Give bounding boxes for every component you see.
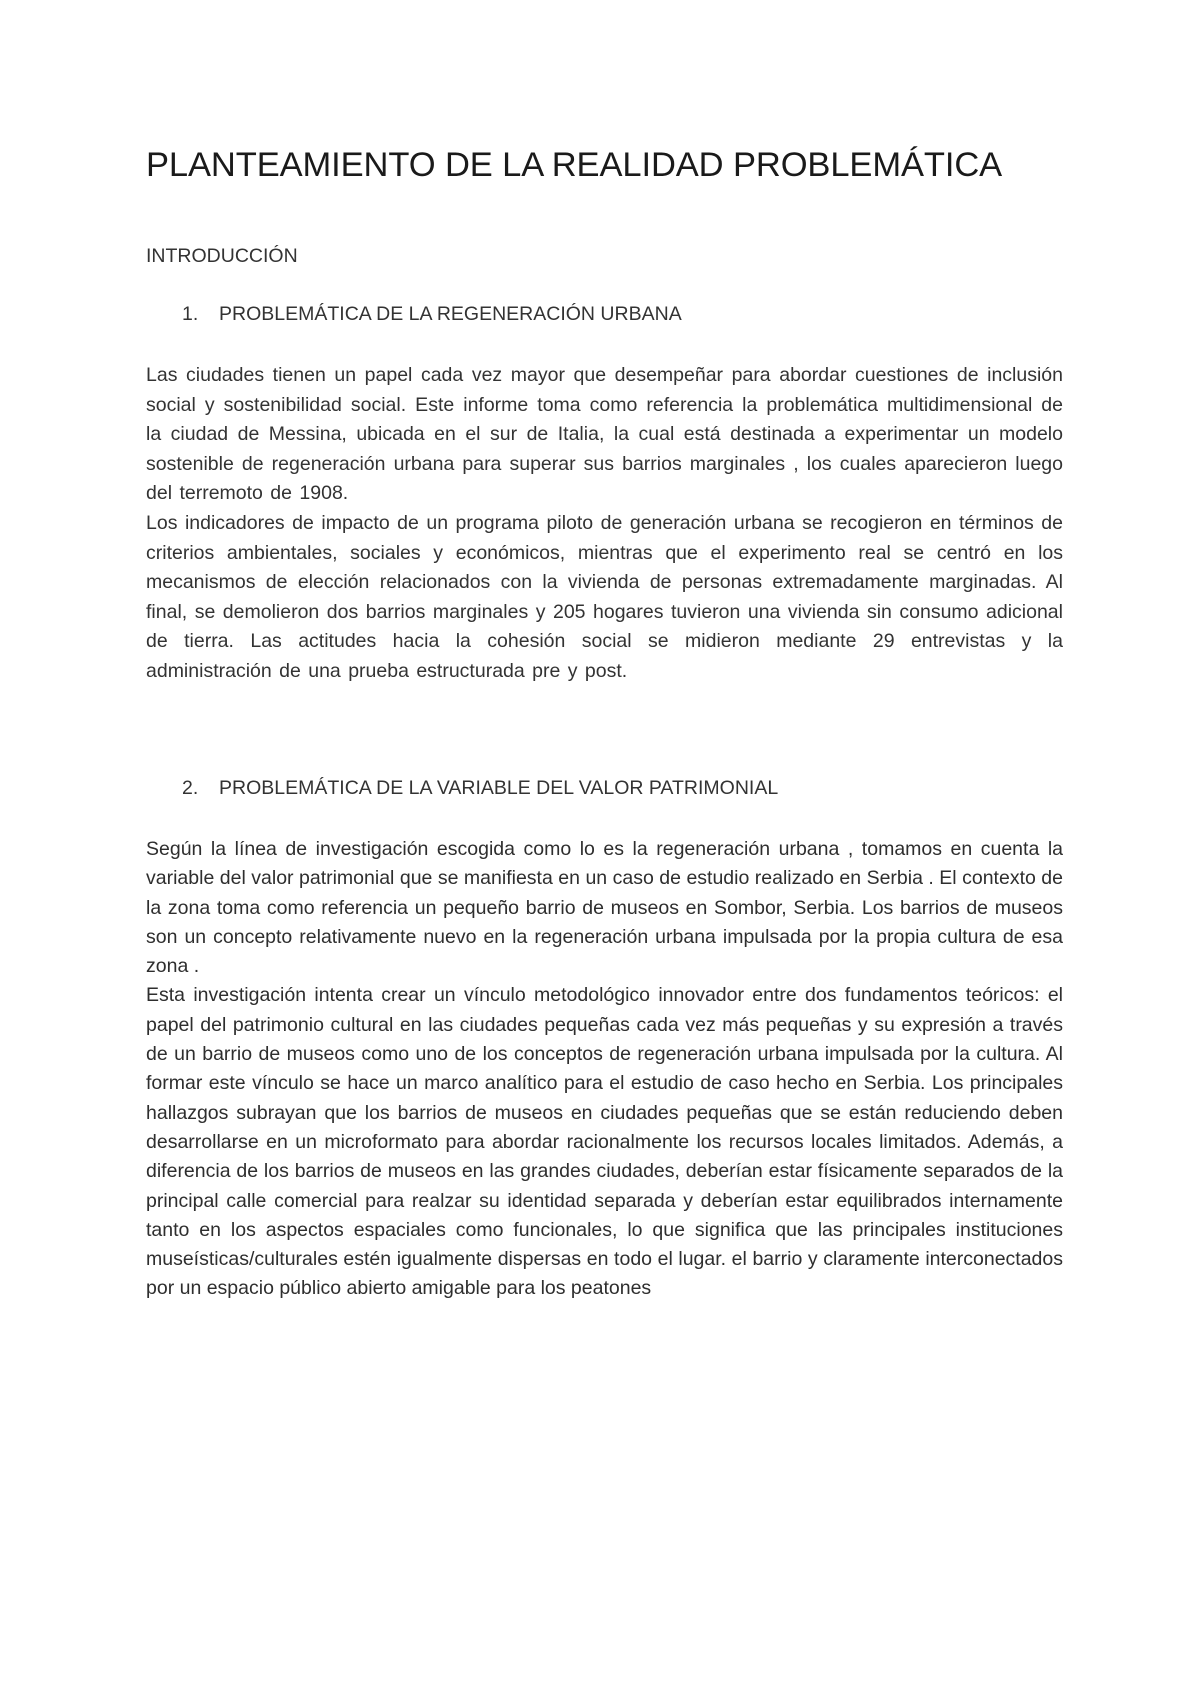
section-heading-1 [182,303,682,326]
section-1-paragraph-2: Los indicadores de impacto de un programa piloto de generación urbana se recogieron en términos de criterios ambientales, sociales y económicos, mientras que el experimento real se centró en los mecanismos de elección relacionados con la vivienda de personas extremadamente marginadas. Al final, se demolieron dos barrios marginales y 205 hogares tuvieron una vivienda sin consumo adicional de tierra. Las actitudes hacia la cohesión social se midieron mediante 29 entrevistas y la administración de una prueba estructurada pre y post. [146,511,1063,682]
section-2-paragraph-2: Esta investigación intenta crear un vínculo metodológico innovador entre dos fundamentos teóricos: el papel del patrimonio cultural en las ciudades pequeñas cada vez más pequeñas y su expresión a través de un barrio de museos como uno de los conceptos de regeneración urbana impulsada por la cultura. Al formar este vínculo se hace un marco analítico para el estudio de caso hecho en Serbia. Los principales hallazgos subrayan que los barrios de museos en ciudades pequeñas que se están reduciendo deben desarrollarse en un microformato para abordar racionalmente los recursos locales limitados. Además, a diferencia de los barrios de museos en las grandes ciudades, deberían estar físicamente separados de la principal calle comercial para realzar su identidad separada y deberían estar equilibrados internamente tanto en los aspectos espaciales como funcionales, lo que significa que las principales instituciones museísticas/culturales estén igualmente dispersas en todo el lugar. el barrio y claramente interconectados por un espacio público abierto amigable para los peatones [146,984,1063,1300]
section-number-1: 1. [182,303,199,325]
section-title-2: PROBLEMÁTICA DE LA VARIABLE DEL VALOR PATRIMONIAL [219,777,779,799]
section-1-paragraph-1: Las ciudades tienen un papel cada vez mayor que desempeñar para abordar cuestiones de inclusión social y sostenibilidad social. Este informe toma como referencia la problemática multidimensional de la ciudad de Messina, ubicada en el sur de Italia, la cual está destinada a experimentar un modelo sostenible de regeneración urbana para superar sus barrios marginales , los cuales aparecieron luego del terremoto de 1908. [146,364,1063,505]
document-title: PLANTEAMIENTO DE LA REALIDAD PROBLEMÁTICA [146,146,1003,184]
intro-heading: INTRODUCCIÓN [146,245,298,267]
section-1-body [146,361,1063,687]
section-number-2: 2. [182,777,199,799]
section-title-1: PROBLEMÁTICA DE LA REGENERACIÓN URBANA [219,303,682,325]
section-2-paragraph-1: Según la línea de investigación escogida como lo es la regeneración urbana , tomamos en cuenta la variable del valor patrimonial que se manifiesta en un caso de estudio realizado en Serbia . El contexto de la zona toma como referencia un pequeño barrio de museos en Sombor, Serbia. Los barrios de museos son un concepto relativamente nuevo en la regeneración urbana impulsada por la propia cultura de esa zona . [146,838,1063,978]
section-2-body [146,835,1063,1304]
section-heading-2 [182,777,778,800]
